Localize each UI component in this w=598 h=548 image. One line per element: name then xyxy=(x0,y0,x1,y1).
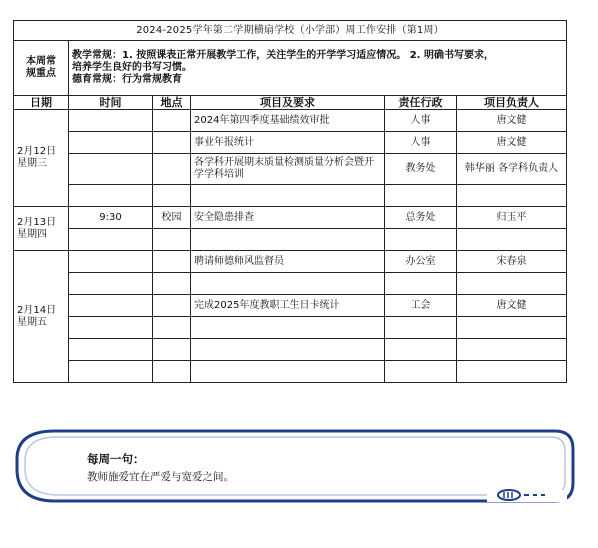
table-row xyxy=(14,110,567,132)
day-cell-fri: 2月14日 星期五 xyxy=(14,251,69,383)
weekly-quote-box xyxy=(15,429,576,503)
routine-line-2: 培养学生良好的书写习惯。 xyxy=(72,62,192,73)
table-row xyxy=(14,339,567,361)
table-row xyxy=(14,207,567,229)
table-row xyxy=(14,295,567,317)
schedule-table xyxy=(13,20,567,383)
place-cell: 校园 xyxy=(153,207,191,229)
document-title: 2024-2025学年第二学期横扇学校（小学部）周工作安排（第1周） xyxy=(14,21,567,41)
item-cell: 各学科开展期末质量检测质量分析会暨开学学科培训 xyxy=(191,154,385,185)
item-cell: 2024年第四季度基础绩效审批 xyxy=(191,110,385,132)
header-place: 地点 xyxy=(153,96,191,110)
header-date: 日期 xyxy=(14,96,69,110)
table-row xyxy=(14,154,567,185)
time-cell xyxy=(69,295,153,317)
owner-cell: 唐文健 xyxy=(457,295,567,317)
owner-cell: 唐文健 xyxy=(457,110,567,132)
table-row xyxy=(14,273,567,295)
header-owner: 项目负责人 xyxy=(457,96,567,110)
table-row xyxy=(14,132,567,154)
dept-cell: 工会 xyxy=(385,295,457,317)
time-cell xyxy=(69,110,153,132)
routine-line-3: 德育常规：行为常规教育 xyxy=(72,74,182,85)
table-row xyxy=(14,251,567,273)
item-cell: 聘请师德师风监督员 xyxy=(191,251,385,273)
dept-cell: 人事 xyxy=(385,132,457,154)
dept-cell: 人事 xyxy=(385,110,457,132)
table-row xyxy=(14,317,567,339)
header-dept: 责任行政 xyxy=(385,96,457,110)
header-row xyxy=(14,96,567,110)
time-cell xyxy=(69,132,153,154)
place-cell xyxy=(153,295,191,317)
dept-cell: 办公室 xyxy=(385,251,457,273)
owner-cell: 宋春泉 xyxy=(457,251,567,273)
time-cell: 9:30 xyxy=(69,207,153,229)
header-item: 项目及要求 xyxy=(191,96,385,110)
table-row xyxy=(14,229,567,251)
header-time: 时间 xyxy=(69,96,153,110)
routine-line-1: 教学常规：1. 按照课表正常开展教学工作，关注学生的开学学习适应情况。 2. 明确书写要求， xyxy=(72,50,494,61)
owner-cell: 归玉平 xyxy=(457,207,567,229)
quote-title: 每周一句： xyxy=(87,452,145,466)
item-cell: 完成2025年度教职工生日卡统计 xyxy=(191,295,385,317)
day-cell-thu: 2月13日 星期四 xyxy=(14,207,69,251)
schedule-sheet xyxy=(13,20,566,383)
place-cell xyxy=(153,132,191,154)
place-cell xyxy=(153,154,191,185)
item-cell: 安全隐患排查 xyxy=(191,207,385,229)
dept-cell: 总务处 xyxy=(385,207,457,229)
dept-cell: 教务处 xyxy=(385,154,457,185)
table-row xyxy=(14,185,567,207)
routine-label: 本周常 规重点 xyxy=(14,41,69,96)
owner-cell: 韩华丽 各学科负责人 xyxy=(457,154,567,185)
routine-focus xyxy=(69,41,567,96)
quote-text: 教师施爱宜在严爱与宽爱之间。 xyxy=(87,471,234,483)
place-cell xyxy=(153,110,191,132)
item-cell: 事业年报统计 xyxy=(191,132,385,154)
table-row xyxy=(14,361,567,383)
day-cell-wed: 2月12日 星期三 xyxy=(14,110,69,207)
place-cell xyxy=(153,251,191,273)
time-cell xyxy=(69,154,153,185)
owner-cell: 唐文健 xyxy=(457,132,567,154)
time-cell xyxy=(69,251,153,273)
